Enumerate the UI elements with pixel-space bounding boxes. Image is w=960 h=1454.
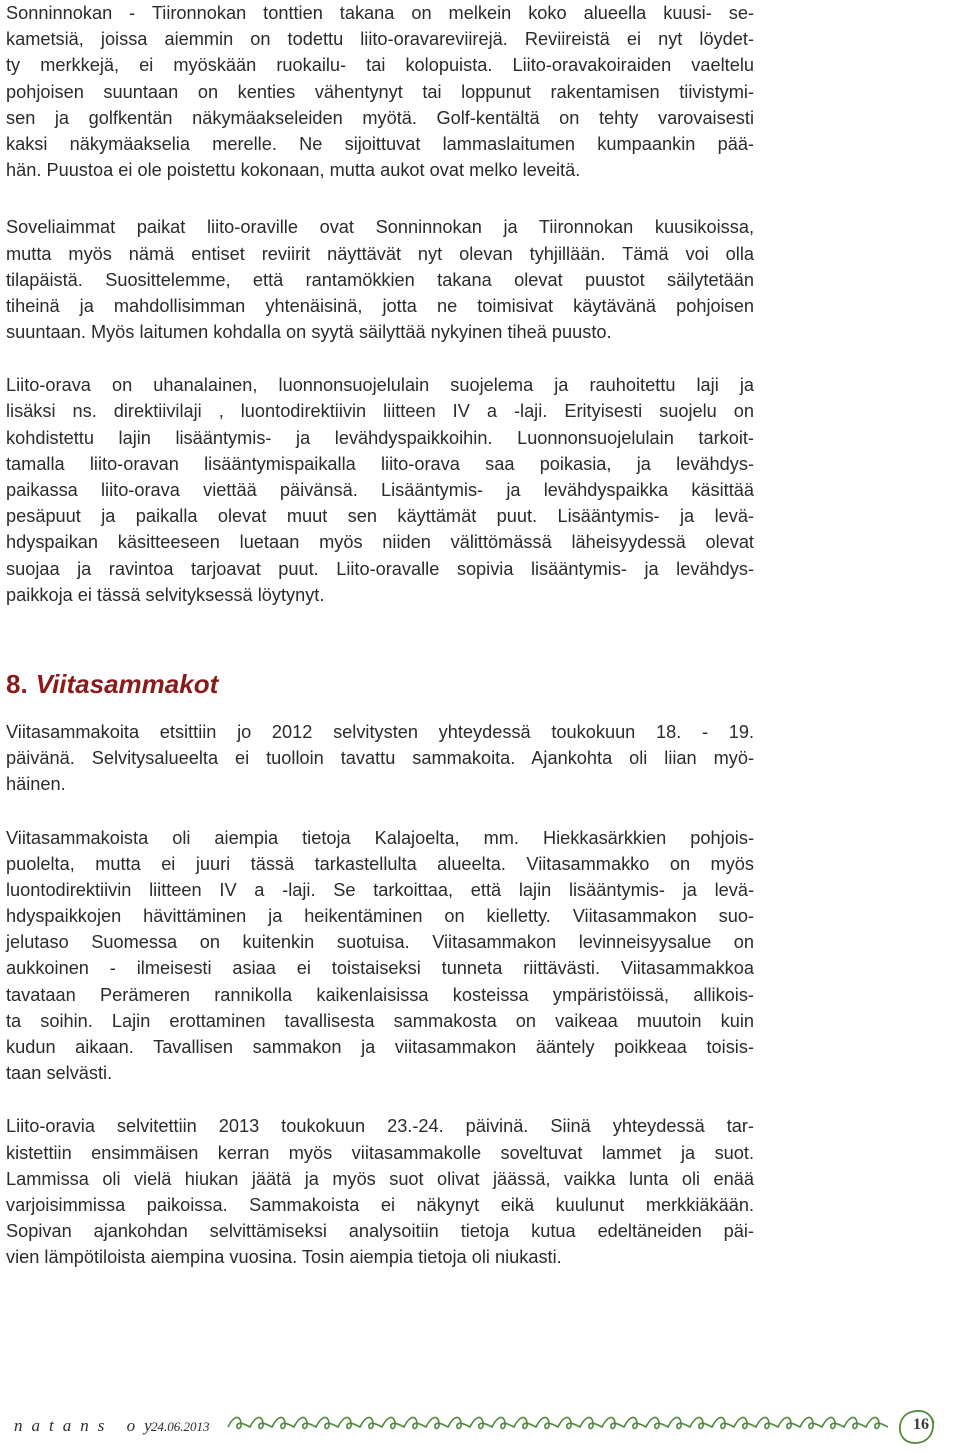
text-line: ta soihin. Lajin erottaminen tavallisesta sammakosta on vaikeaa muutoin kuin xyxy=(6,1010,754,1031)
text-line: hdyspaikkojen hävittäminen ja heikentäminen on kielletty. Viitasammakon suo- xyxy=(6,906,754,927)
paragraph-3 xyxy=(6,372,754,608)
page-footer xyxy=(14,1410,954,1446)
text-line: luontodirektiivin liitteen IV a -laji. Se tarkoittaa, että lajin lisääntymis- ja levä- xyxy=(6,879,754,900)
text-line: kudun aikaan. Tavallisen sammakon ja viitasammakon ääntely poikkeaa toisis- xyxy=(6,1037,754,1057)
text-line: Liito-oravia selvitettiin 2013 toukokuun 23.-24. päivinä. Siinä yhteydessä tar- xyxy=(6,1116,754,1137)
text-line: Soveliaimmat paikat liito-oraville ovat Sonninnokan ja Tiironnokan kuusikoissa, xyxy=(6,217,754,238)
text-line: aukkoinen - ilmeisesti asiaa ei toistaiseksi tunneta riittävästi. Viitasammakkoa xyxy=(6,958,754,979)
paragraph-2 xyxy=(6,214,754,345)
text-line: kametsiä, joissa aiemmin on todettu liito-oravareviirejä. Reviireistä ei nyt löydet- xyxy=(6,29,754,50)
text-line: mutta myös nämä entiset reviirit näyttävät nyt olevan tyhjillään. Tämä voi olla xyxy=(6,243,754,264)
text-line: vien lämpötiloista aiempina vuosina. Tosin aiempia tietoja oli niukasti. xyxy=(6,1247,562,1268)
footer-date: 24.06.2013 xyxy=(151,1419,210,1434)
text-line: Sonninnokan - Tiironnokan tonttien takana on melkein koko alueella kuusi- se- xyxy=(6,3,754,23)
text-line: tavataan Perämeren rannikolla kaikenlaisissa kosteissa ympäristöissä, allikois- xyxy=(6,984,754,1005)
paragraph-1 xyxy=(6,0,754,183)
text-line: varjoisimmissa paikoissa. Sammakoista ei näkynyt eikä kuulunut merkkiäkään. xyxy=(6,1194,754,1215)
wave-ornament-icon xyxy=(226,1413,896,1437)
text-line: ty merkkejä, ei myöskään ruokailu- tai kolopuista. Liito-oravakoiraiden vaeltelu xyxy=(6,55,754,76)
text-line: tilapäistä. Suosittelemme, että rantamökkien takana olevat puustot säilytetään xyxy=(6,269,754,290)
paragraph-4 xyxy=(6,719,754,798)
text-line: taan selvästi. xyxy=(6,1063,113,1084)
text-line: päivänä. Selvitysalueelta ei tuolloin tavattu sammakoita. Ajankohta oli liian myö- xyxy=(6,748,754,769)
text-line: kistettiin ensimmäisen kerran myös viitasammakolle soveltuvat lammet ja suot. xyxy=(6,1142,754,1163)
text-line: hdyspaikan käsitteeseen luetaan myös niiden välittömässä läheisyydessä olevat xyxy=(6,532,754,553)
text-line: jelutaso Suomessa on kuitenkin suotuisa. Viitasammakon levinneisyysalue on xyxy=(6,932,754,953)
text-line: suojaa ja ravintoa tarjoavat puut. Liito-oravalle sopivia lisääntymis- ja levähdys- xyxy=(6,558,754,579)
text-line: tiheinä ja mahdollisimman yhtenäisinä, jotta ne toimisivat käytävänä pohjoisen xyxy=(6,295,754,316)
text-line: Sopivan ajankohdan selvittämiseksi analysoitiin tietoja kutua edeltäneiden päi- xyxy=(6,1221,754,1242)
text-line: Viitasammakoista oli aiempia tietoja Kalajoelta, mm. Hiekkasärkkien pohjois- xyxy=(6,827,754,848)
text-line: häinen. xyxy=(6,774,66,795)
text-line: lisäksi ns. direktiivilaji , luontodirektiivin liitteen IV a -laji. Erityisesti suojelu on xyxy=(6,401,754,422)
text-line: hän. Puustoa ei ole poistettu kokonaan, mutta aukot ovat melko leveitä. xyxy=(6,160,581,181)
text-line: paikassa liito-orava viettää päivänsä. Lisääntymis- ja levähdyspaikka käsittää xyxy=(6,480,754,500)
section-number: 8. xyxy=(6,668,28,699)
text-line: kohdistettu lajin lisääntymis- ja levähdyspaikkoihin. Luonnonsuojelulain tarkoit- xyxy=(6,427,754,448)
document-page xyxy=(6,0,754,1298)
section-heading xyxy=(6,665,754,703)
text-line: Viitasammakoita etsittiin jo 2012 selvitysten yhteydessä toukokuun 18. - 19. xyxy=(6,721,754,742)
page-number: 16 xyxy=(913,1416,929,1433)
section-title: Viitasammakot xyxy=(35,668,219,699)
text-line: Lammissa oli vielä hiukan jäätä ja myös suot olivat jäässä, vaikka lunta oli enää xyxy=(6,1168,754,1189)
paragraph-5 xyxy=(6,825,754,1087)
text-line: paikkoja ei tässä selvityksessä löytynyt. xyxy=(6,584,325,605)
text-line: pohjoisen suuntaan on kenties vähentynyt tai loppunut rakentamisen tiivistymi- xyxy=(6,81,754,102)
text-line: tamalla liito-oravan lisääntymispaikalla liito-orava saa poikasia, ja levähdys- xyxy=(6,453,754,474)
wave-line xyxy=(228,1417,888,1428)
footer-brand: natans oy xyxy=(14,1416,161,1435)
paragraph-6 xyxy=(6,1113,754,1270)
text-line: Liito-orava on uhanalainen, luonnonsuojelulain suojelema ja rauhoitettu laji ja xyxy=(6,375,754,396)
text-line: puolelta, mutta ei juuri tässä tarkastellulta alueelta. Viitasammakko on myös xyxy=(6,853,754,874)
text-line: suuntaan. Myös laitumen kohdalla on syytä säilyttää nykyinen tiheä puusto. xyxy=(6,322,612,343)
text-line: sen ja golfkentän näkymäakseleiden myötä. Golf-kentältä on tehty varovaisesti xyxy=(6,107,754,128)
text-line: pesäpuut ja paikalla olevat muut sen käyttämät puut. Lisääntymis- ja levä- xyxy=(6,506,754,527)
text-line: kaksi näkymäakselia merelle. Ne sijoittuvat lammaslaitumen kumpaankin pää- xyxy=(6,133,754,154)
